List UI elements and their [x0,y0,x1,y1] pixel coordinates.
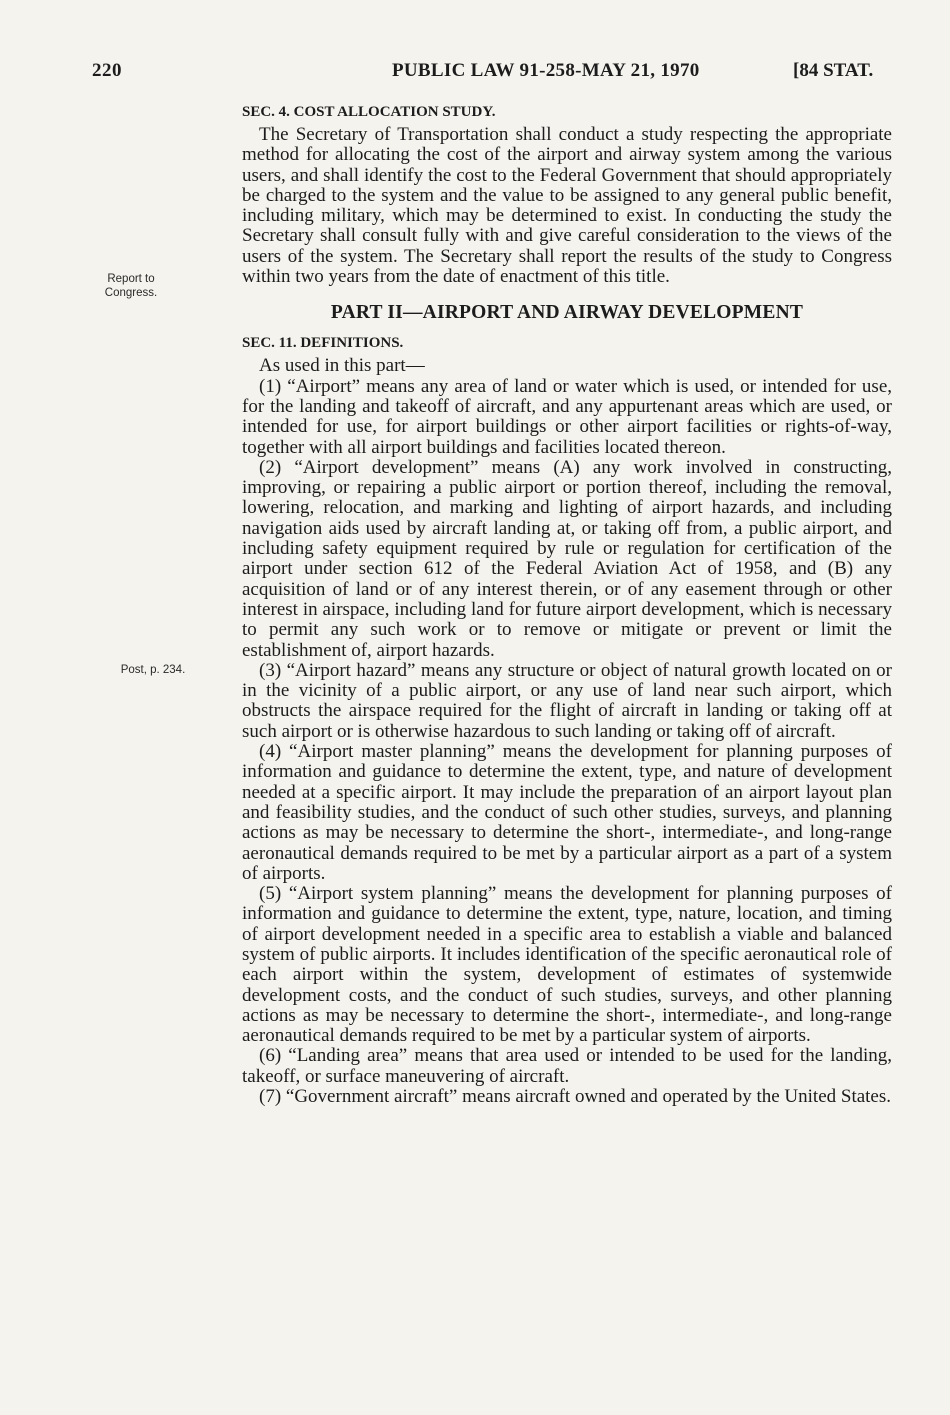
page-number: 220 [92,60,122,81]
sec4-text: The Secretary of Transportation shall conduct a study respecting the appropriate method for allocating the cost of the airport and airway system among the various users, and shall identify the cost to the Federal Government that should appropriately be charged to the system and the value to be assigned to any general public benefit, including military, which may be determined to exist. In conducting the study the Secretary shall consult fully with and give careful consideration to the views of the users of the system. The Secretary shall report the results of the study to Congress within two years from the date of enactment of this title. [242,124,892,288]
definition-7: (7) “Government aircraft” means aircraft owned and operated by the United States. [259,1086,892,1108]
definition-6: (6) “Landing area” means that area used or intended to be used for the landing, takeoff, or surface maneuvering of aircraft. [242,1045,892,1087]
sec11-heading: SEC. 11. DEFINITIONS. [242,335,404,352]
sec4-heading: SEC. 4. COST ALLOCATION STUDY. [242,104,496,120]
header-title: PUBLIC LAW 91-258-MAY 21, 1970 [392,60,700,81]
statute-reference: [84 STAT. [793,60,874,81]
main-text [242,102,892,1107]
margin-note-report [86,272,176,300]
margin-note-report-line2: Congress. [104,287,158,299]
definition-2: (2) “Airport development” means (A) any work involved in constructing, improving, or repairing a public airport or portion thereof, including the removal, lowering, relocation, and marking and lighting of airport hazards, and including navigation aids used by aircraft landing at, or taking off from, a public airport, and including safety equipment required by rule or regulation for certification of the airport under section 612 of the Federal Aviation Act of 1958, and (B) any acquisition of land or of any interest therein, or of any easement through or other interest in airspace, including land for future airport development, which is necessary to permit any such work or to remove or mitigate or prevent or limit the establishment of, airport hazards. [242,456,892,661]
definition-3: (3) “Airport hazard” means any structure or object of natural growth located on or in the vicinity of a public airport, or any use of land near such airport, which obstructs the airspace required for the flight of aircraft in landing or taking off at such airport or is otherwise hazardous to such landing or taking off of aircraft. [242,659,892,742]
definition-1: (1) “Airport” means any area of land or water which is used, or intended for use, for the landing and takeoff of aircraft, and any appurtenant areas which are used, or intended for use, for airport buildings or other airport facilities or rights-of-way, together with all airport buildings and facilities located thereon. [242,375,892,458]
margin-note-post: Post, p. 234. [120,664,186,676]
running-header [0,60,950,86]
margin-note-report-line1: Report to [107,273,155,285]
definition-4: (4) “Airport master planning” means the development for planning purposes of information and guidance to determine the extent, type, and nature of development needed at a specific airport. It may include the preparation of an airport layout plan and feasibility studies, and the conduct of such other studies, surveys, and planning actions as may be necessary to determine the short-, intermediate-, and long-range aeronautical demands required to be met by a particular airport as a part of a system of airports. [242,741,892,884]
part2-heading: PART II—AIRPORT AND AIRWAY DEVELOPMENT [330,302,804,324]
sec11-intro: As used in this part— [259,355,425,377]
definition-5: (5) “Airport system planning” means the development for planning purposes of information and guidance to determine the extent, type, nature, location, and timing of airport development needed in a specific area to establish a viable and balanced system of public airports. It includes identification of the specific aeronautical role of each airport within the system, development of estimates of systemwide development costs, and the conduct of such studies, surveys, and other planning actions as may be necessary to determine the short-, intermediate-, and long-range aeronautical demands required to be met by a particular system of airports. [242,883,892,1047]
